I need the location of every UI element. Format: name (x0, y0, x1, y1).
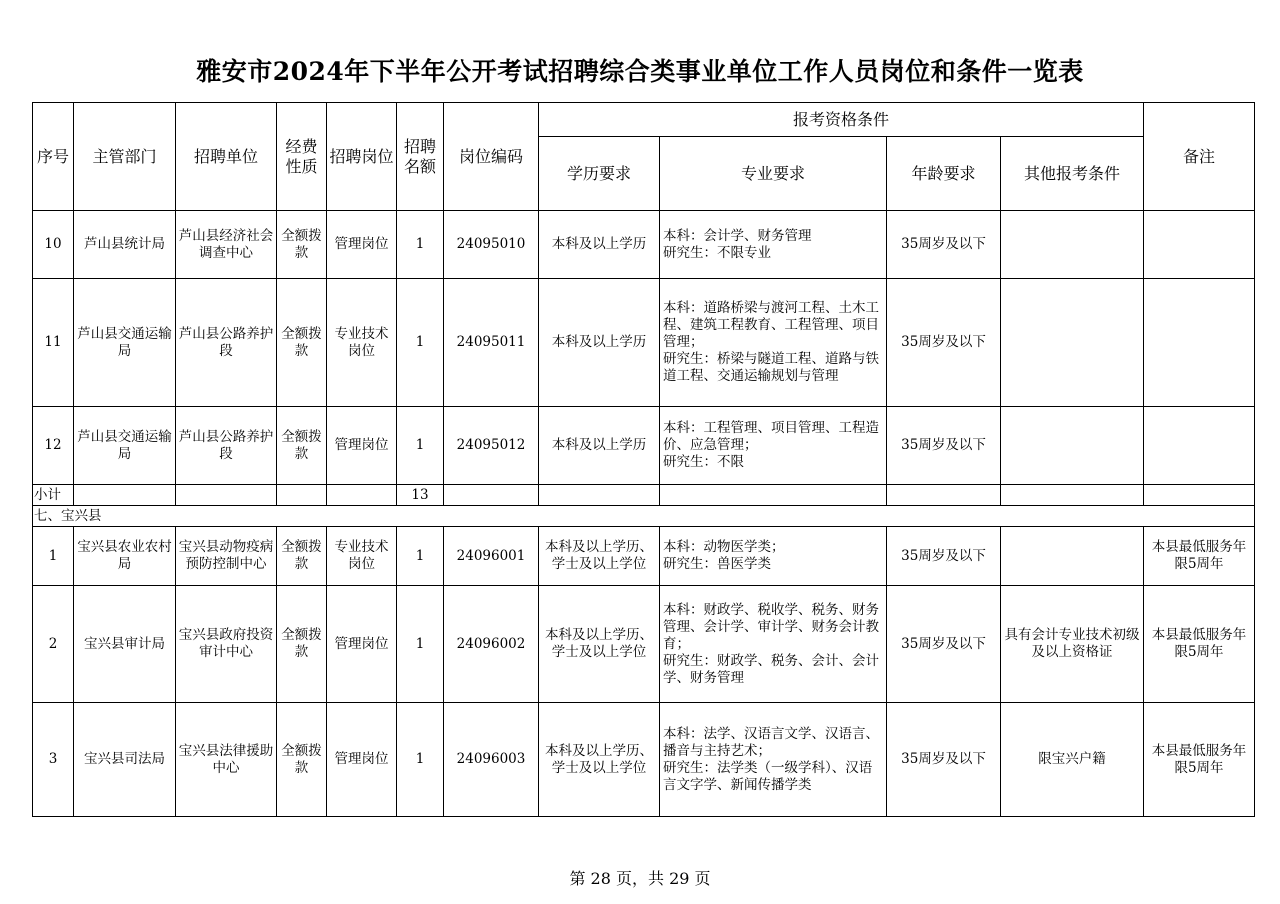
header-remark: 备注 (1144, 103, 1255, 211)
header-unit: 招聘单位 (176, 103, 277, 211)
cell-funding: 全额拨款 (277, 279, 327, 407)
cell-dept: 宝兴县农业农村局 (74, 527, 176, 586)
cell-seq: 2 (33, 586, 74, 703)
cell-unit: 宝兴县政府投资审计中心 (176, 586, 277, 703)
cell-edu: 本科及以上学历、学士及以上学位 (539, 703, 660, 817)
subtotal-row (33, 485, 1255, 506)
cell-quota: 1 (397, 407, 444, 485)
cell-age: 35周岁及以下 (887, 407, 1001, 485)
header-other: 其他报考条件 (1001, 137, 1144, 211)
cell-dept: 芦山县交通运输局 (74, 279, 176, 407)
cell-funding: 全额拨款 (277, 211, 327, 279)
cell-code: 24095010 (444, 211, 539, 279)
cell-seq: 3 (33, 703, 74, 817)
cell-other: 具有会计专业技术初级及以上资格证 (1001, 586, 1144, 703)
header-post: 招聘岗位 (327, 103, 397, 211)
cell-remark (1144, 211, 1255, 279)
cell-age: 35周岁及以下 (887, 211, 1001, 279)
cell-post: 管理岗位 (327, 703, 397, 817)
table-row (33, 703, 1255, 817)
table-row (33, 211, 1255, 279)
cell-edu: 本科及以上学历 (539, 279, 660, 407)
cell-edu: 本科及以上学历、学士及以上学位 (539, 586, 660, 703)
table-row (33, 407, 1255, 485)
subtotal-label: 小计 (33, 485, 74, 506)
table-row (33, 527, 1255, 586)
cell-post: 管理岗位 (327, 407, 397, 485)
cell-funding: 全额拨款 (277, 703, 327, 817)
cell-seq: 11 (33, 279, 74, 407)
header-quota: 招聘名额 (397, 103, 444, 211)
cell-other (1001, 211, 1144, 279)
cell-dept: 宝兴县审计局 (74, 586, 176, 703)
document-title: 雅安市2024年下半年公开考试招聘综合类事业单位工作人员岗位和条件一览表 (196, 57, 1084, 86)
cell-dept: 宝兴县司法局 (74, 703, 176, 817)
cell-major: 本科：工程管理、项目管理、工程造价、应急管理； 研究生：不限 (660, 407, 887, 485)
cell-post: 专业技术岗位 (327, 279, 397, 407)
positions-table (32, 102, 1255, 817)
cell-post: 专业技术岗位 (327, 527, 397, 586)
cell-edu: 本科及以上学历 (539, 211, 660, 279)
cell-unit: 宝兴县法律援助中心 (176, 703, 277, 817)
cell-post: 管理岗位 (327, 586, 397, 703)
cell-unit: 宝兴县动物疫病预防控制中心 (176, 527, 277, 586)
cell-dept: 芦山县交通运输局 (74, 407, 176, 485)
cell-quota: 1 (397, 586, 444, 703)
cell-code: 24095011 (444, 279, 539, 407)
cell-other (1001, 279, 1144, 407)
cell-unit: 芦山县公路养护段 (176, 279, 277, 407)
header-edu: 学历要求 (539, 137, 660, 211)
table-row (33, 586, 1255, 703)
cell-quota: 1 (397, 211, 444, 279)
header-age: 年龄要求 (887, 137, 1001, 211)
cell-funding: 全额拨款 (277, 527, 327, 586)
cell-post: 管理岗位 (327, 211, 397, 279)
cell-unit: 芦山县公路养护段 (176, 407, 277, 485)
cell-seq: 1 (33, 527, 74, 586)
cell-major: 本科：动物医学类； 研究生：兽医学类 (660, 527, 887, 586)
cell-code: 24096003 (444, 703, 539, 817)
header-conditions: 报考资格条件 (539, 103, 1144, 137)
cell-dept: 芦山县统计局 (74, 211, 176, 279)
cell-major: 本科：道路桥梁与渡河工程、土木工程、建筑工程教育、工程管理、项目管理； 研究生：桥梁与隧道工程、道路与铁道工程、交通运输规划与管理 (660, 279, 887, 407)
section-title: 七、宝兴县 (33, 506, 1255, 527)
cell-seq: 12 (33, 407, 74, 485)
header-major: 专业要求 (660, 137, 887, 211)
page-number: 第 28 页，共 29 页 (569, 869, 711, 888)
header-funding: 经费性质 (277, 103, 327, 211)
cell-major: 本科：财政学、税收学、税务、财务管理、会计学、审计学、财务会计教育； 研究生：财政学、税务、会计、会计学、财务管理 (660, 586, 887, 703)
cell-funding: 全额拨款 (277, 407, 327, 485)
cell-code: 24096001 (444, 527, 539, 586)
header-dept: 主管部门 (74, 103, 176, 211)
header-code: 岗位编码 (444, 103, 539, 211)
cell-other: 限宝兴户籍 (1001, 703, 1144, 817)
cell-funding: 全额拨款 (277, 586, 327, 703)
cell-quota: 1 (397, 527, 444, 586)
cell-other (1001, 407, 1144, 485)
cell-quota: 1 (397, 703, 444, 817)
section-row (33, 506, 1255, 527)
cell-edu: 本科及以上学历、学士及以上学位 (539, 527, 660, 586)
cell-code: 24096002 (444, 586, 539, 703)
cell-quota: 1 (397, 279, 444, 407)
cell-remark (1144, 407, 1255, 485)
subtotal-quota: 13 (397, 485, 444, 506)
cell-remark (1144, 279, 1255, 407)
cell-seq: 10 (33, 211, 74, 279)
cell-age: 35周岁及以下 (887, 279, 1001, 407)
cell-age: 35周岁及以下 (887, 703, 1001, 817)
cell-remark: 本县最低服务年限5周年 (1144, 703, 1255, 817)
cell-remark: 本县最低服务年限5周年 (1144, 527, 1255, 586)
cell-unit: 芦山县经济社会调查中心 (176, 211, 277, 279)
cell-age: 35周岁及以下 (887, 527, 1001, 586)
cell-major: 本科：法学、汉语言文学、汉语言、播音与主持艺术； 研究生：法学类（一级学科）、汉语言文字学、新闻传播学类 (660, 703, 887, 817)
cell-major: 本科：会计学、财务管理 研究生：不限专业 (660, 211, 887, 279)
header-seq: 序号 (33, 103, 74, 211)
cell-remark: 本县最低服务年限5周年 (1144, 586, 1255, 703)
table-row (33, 279, 1255, 407)
cell-other (1001, 527, 1144, 586)
cell-edu: 本科及以上学历 (539, 407, 660, 485)
cell-age: 35周岁及以下 (887, 586, 1001, 703)
cell-code: 24095012 (444, 407, 539, 485)
